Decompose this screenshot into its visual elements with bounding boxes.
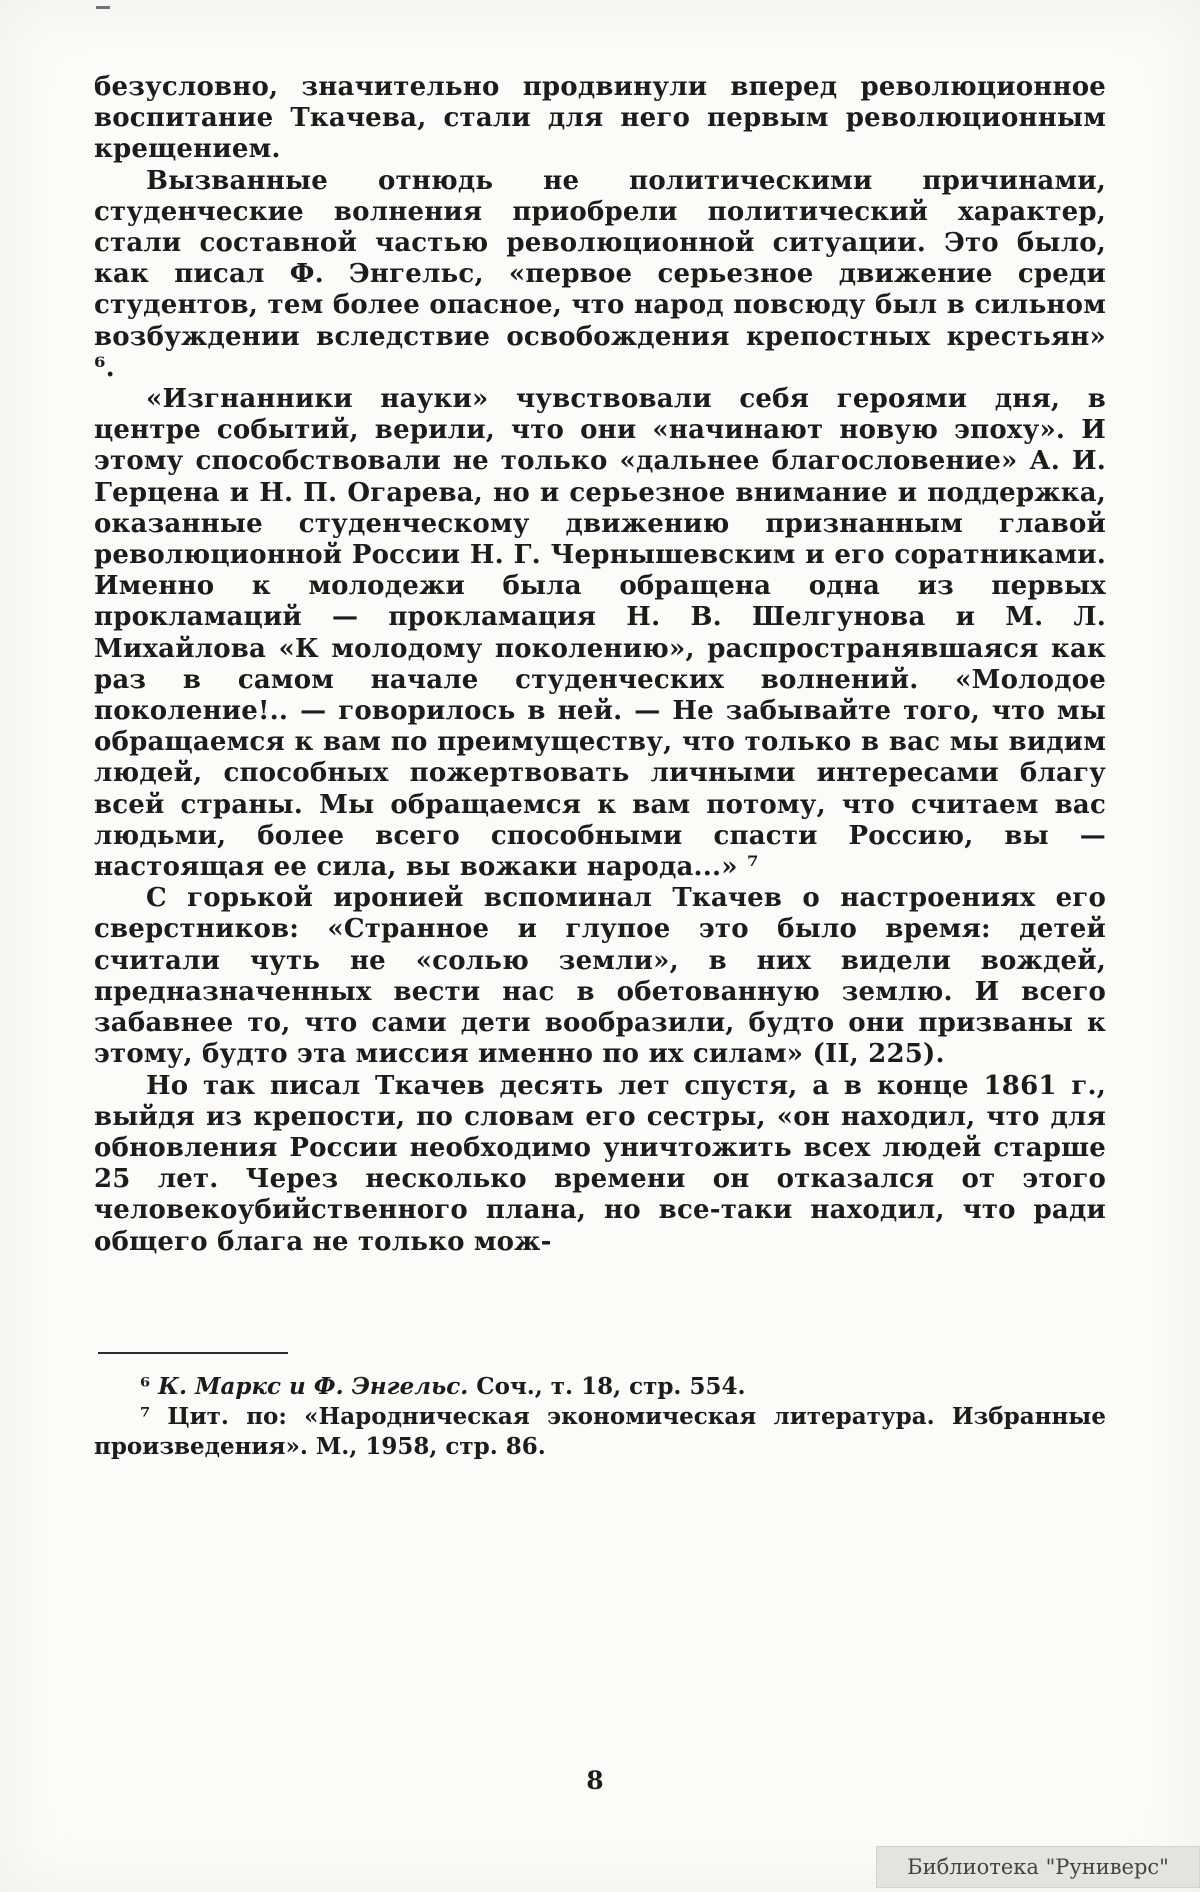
footnote-7 xyxy=(94,1402,1106,1462)
paragraph: С горькой иронией вспоминал Ткачев о настроениях его сверстников: «Странное и глупое это было время: детей считали чуть не «солью земли», в них видели вождей, предназначенных вести нас в обетованную землю. И всего забавнее то, что сами дети вообразили, будто они призваны к этому, будто эта миссия именно по их силам» (II, 225). xyxy=(94,883,1106,1070)
paragraph: Но так писал Ткачев десять лет спустя, а в конце 1861 г., выйдя из крепости, по словам его сестры, «он находил, что для обновления России необходимо уничтожить всех людей старше 25 лет. Через несколько времени он отказался от этого человекоубийственного плана, но все-таки находил, что ради общего блага не только мож- xyxy=(94,1070,1106,1257)
footnotes-block xyxy=(94,1372,1106,1462)
footnote-text: Соч., т. 18, стр. 554. xyxy=(476,1373,746,1400)
page-number: 8 xyxy=(586,1766,604,1795)
paragraph-continuation: безусловно, значительно продвинули вперед революционное воспитание Ткачева, стали для него первым революционным крещением. xyxy=(94,72,1106,165)
footnote-text: Цит. по: «Народническая экономическая литература. Избранные произведения». М., 1958, стр. 86. xyxy=(94,1403,1106,1460)
scan-artifact xyxy=(96,6,110,9)
footnote-marker: ⁷ xyxy=(140,1403,151,1430)
library-watermark: Библиотека "Руниверс" xyxy=(876,1846,1200,1888)
footnote-marker: ⁶ xyxy=(140,1373,151,1400)
footnote-author: К. Маркс и Ф. Энгельс. xyxy=(158,1373,469,1400)
footnote-6 xyxy=(94,1372,1106,1402)
paragraph: Вызванные отнюдь не политическими причинами, студенческие волнения приобрели политический характер, стали составной частью революционной ситуации. Это было, как писал Ф. Энгельс, «первое серьезное движение среди студентов, тем более опасное, что народ повсюду был в сильном возбуждении вследствие освобождения крепостных крестьян» ⁶. xyxy=(94,165,1106,383)
footnote-separator-rule xyxy=(98,1352,288,1354)
paragraph: «Изгнанники науки» чувствовали себя героями дня, в центре событий, верили, что они «начинают новую эпоху». И этому способствовали не только «дальнее благословение» А. И. Герцена и Н. П. Огарева, но и серьезное внимание и поддержка, оказанные студенческому движению признанным главой революционной России Н. Г. Чернышевским и его соратниками. Именно к молодежи была обращена одна из первых прокламаций — прокламация Н. В. Шелгунова и М. Л. Михайлова «К молодому поколению», распространявшаяся как раз в самом начале студенческих волнений. «Молодое поколение!.. — говорилось в ней. — Не забывайте того, что мы обращаемся к вам по преимуществу, что только в вас мы видим людей, способных пожертвовать личными интересами благу всей страны. Мы обращаемся к вам потому, что считаем вас людьми, более всего способными спасти Россию, вы — настоящая ее сила, вы вожаки народа...» ⁷ xyxy=(94,384,1106,883)
page-body-text xyxy=(94,72,1106,1258)
